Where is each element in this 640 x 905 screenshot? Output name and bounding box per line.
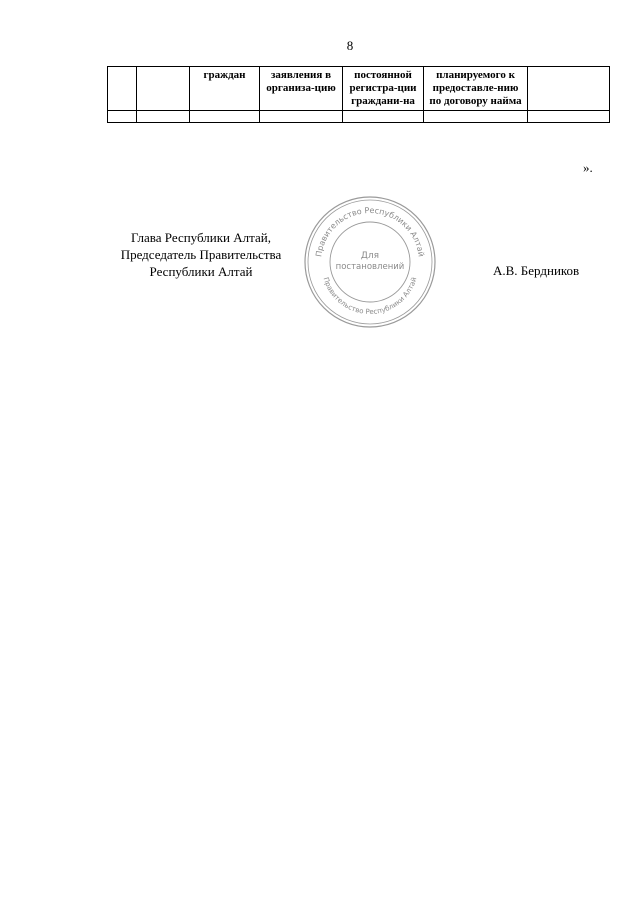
signer-title-line: Республики Алтай (149, 264, 253, 279)
table-cell (108, 67, 137, 111)
table-cell: граждан (190, 67, 260, 111)
page-number: 8 (346, 38, 354, 53)
signer-title (103, 229, 299, 280)
table-cell (528, 67, 610, 111)
table-cell (108, 111, 137, 123)
data-table (107, 66, 610, 123)
table-header-row (108, 67, 610, 111)
table-cell: планируемого к предоставле-нию по договору найма (424, 67, 528, 111)
table-row (108, 111, 610, 123)
table-cell (528, 111, 610, 123)
table-cell (424, 111, 528, 123)
stamp-inner-text-line1: Для (360, 251, 380, 261)
stamp-outer-text-bottom: Правительство Республики Алтай (321, 276, 419, 317)
table-cell (343, 111, 424, 123)
signer-title-line: Председатель Правительства (120, 247, 282, 262)
table-cell (137, 67, 190, 111)
table-cell: заявления в организа-цию (260, 67, 343, 111)
signer-name: А.В. Бердников (493, 263, 580, 278)
stamp-inner-text-line2: постановлений (335, 262, 405, 272)
table-cell (190, 111, 260, 123)
table-cell: постоянной регистра-ции граждани-на (343, 67, 424, 111)
table-cell (260, 111, 343, 123)
table-cell (137, 111, 190, 123)
signer-title-line: Глава Республики Алтай, (131, 230, 271, 245)
official-stamp (302, 194, 438, 330)
stamp-outer-text: Правительство Республики Алтай (314, 205, 426, 258)
closing-quote: ». (583, 160, 593, 175)
